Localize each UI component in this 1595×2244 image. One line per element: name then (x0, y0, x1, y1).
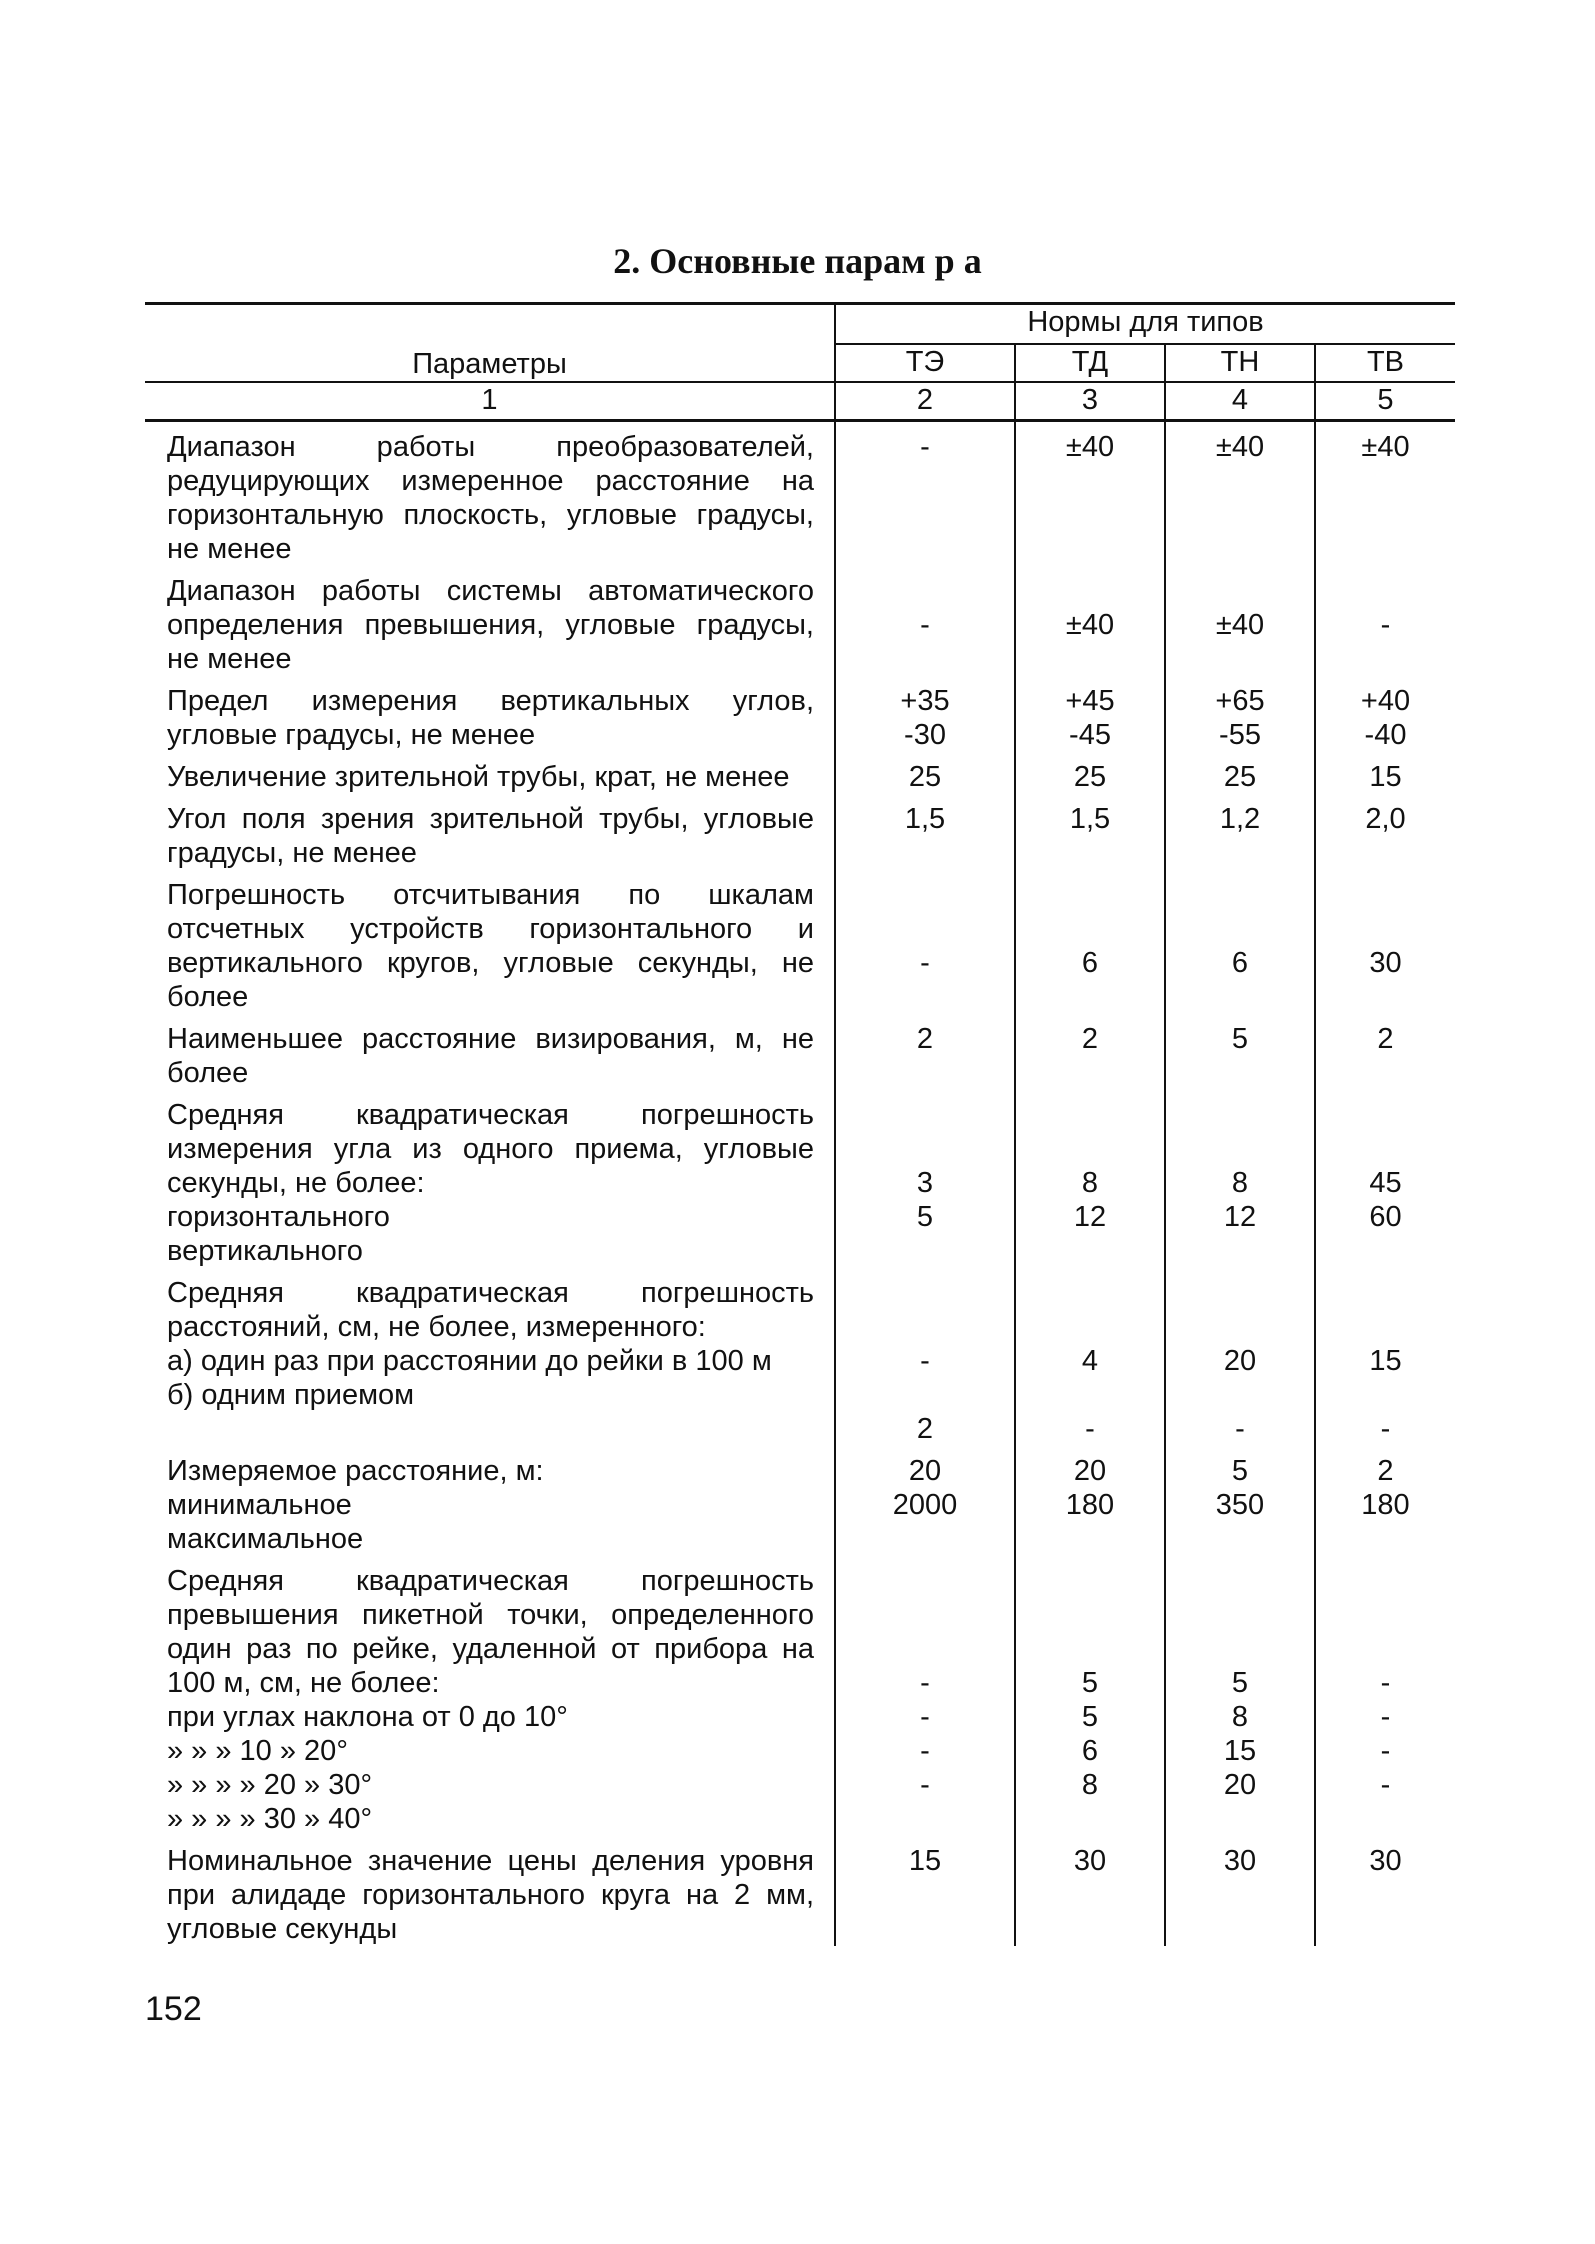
value: +40 (1360, 685, 1411, 717)
value (1172, 1598, 1308, 1632)
value-cell-te (835, 1014, 1015, 1090)
value (1322, 1632, 1449, 1666)
value: - (1380, 1413, 1391, 1445)
parameter-sub-item: горизонтального (167, 1201, 390, 1233)
value (1022, 1310, 1158, 1344)
table-row (145, 1090, 1455, 1268)
parameter-sub-item: вертикального (167, 1235, 363, 1267)
value: ±40 (1215, 431, 1265, 463)
value (1172, 1276, 1308, 1310)
type-tn-header: ТН (1165, 344, 1315, 382)
value: - (1380, 1701, 1391, 1733)
value: 5 (1231, 1455, 1249, 1487)
value (1322, 1276, 1449, 1310)
parameters-header: Параметры (412, 348, 567, 380)
value-cell-te (835, 421, 1015, 567)
col-number-5: 5 (1315, 382, 1455, 421)
value (1022, 1132, 1158, 1166)
value (842, 1098, 1008, 1132)
col-number-1: 1 (145, 382, 835, 421)
value: - (920, 1735, 930, 1767)
value: 30 (1073, 1845, 1107, 1877)
value: 6 (1081, 1735, 1099, 1767)
value: - (920, 609, 930, 641)
value: 20 (908, 1455, 942, 1487)
value (842, 1598, 1008, 1632)
value (1022, 912, 1158, 946)
col-number-3: 3 (1015, 382, 1165, 421)
value-cell-td (1015, 870, 1165, 1014)
value (1322, 1598, 1449, 1632)
value (1322, 1310, 1449, 1344)
value (1322, 878, 1449, 912)
value-cell-td (1015, 676, 1165, 752)
table-row (145, 1268, 1455, 1446)
value: 2 (916, 1023, 934, 1055)
value: 12 (1223, 1201, 1257, 1233)
value: 180 (1065, 1489, 1115, 1521)
value (842, 1310, 1008, 1344)
value: - (920, 1769, 930, 1801)
value-cell-tn (1165, 676, 1315, 752)
value-cell-tv (1315, 1446, 1455, 1556)
table-row (145, 1446, 1455, 1556)
value (1172, 1310, 1308, 1344)
parameter-sub-item: минимальное (167, 1489, 352, 1521)
value (842, 1276, 1008, 1310)
header-empty-cell (145, 304, 835, 345)
norms-header: Нормы для типов (835, 304, 1455, 345)
value (1172, 1132, 1308, 1166)
value: 20 (1073, 1455, 1107, 1487)
parameter-cell (145, 752, 835, 794)
value (842, 1632, 1008, 1666)
value-cell-td (1015, 1446, 1165, 1556)
value: - (1380, 609, 1391, 641)
value: - (1380, 1667, 1391, 1699)
value: 25 (908, 761, 942, 793)
value: +45 (1065, 685, 1115, 717)
value: 15 (1369, 761, 1402, 793)
parameters-table (145, 302, 1455, 1946)
parameter-sub-item: максимальное (167, 1523, 364, 1555)
value-cell-tv (1315, 421, 1455, 567)
value: 180 (1361, 1489, 1410, 1521)
table-title: 2. Основные парам р а (613, 241, 982, 281)
value: 3 (916, 1167, 934, 1199)
value (842, 574, 1008, 608)
value (842, 912, 1008, 946)
value: - (920, 1701, 930, 1733)
value: 5 (1231, 1667, 1249, 1699)
table-row (145, 794, 1455, 870)
value (1172, 878, 1308, 912)
value (1322, 1564, 1449, 1598)
value-cell-tv (1315, 1268, 1455, 1446)
value-cell-tn (1165, 1014, 1315, 1090)
parameter-text: Диапазон работы системы автоматического определения превышения, угловые градусы, не менее (167, 575, 814, 675)
value: 25 (1223, 761, 1257, 793)
value (1022, 1564, 1158, 1598)
value: 1,5 (904, 803, 946, 835)
value (1022, 574, 1158, 608)
value: 6 (1081, 947, 1099, 979)
parameter-sub-item: при углах наклона от 0 до 10° (167, 1701, 568, 1733)
parameter-cell (145, 1014, 835, 1090)
value: - (1085, 1413, 1095, 1445)
type-tv-header: ТВ (1315, 344, 1455, 382)
value-cell-tn (1165, 421, 1315, 567)
parameter-text: Измеряемое расстояние, м: (167, 1455, 544, 1487)
value (842, 1132, 1008, 1166)
value: - (1380, 1735, 1391, 1767)
value (1322, 1132, 1449, 1166)
value-cell-tv (1315, 1014, 1455, 1090)
value-cell-tv (1315, 794, 1455, 870)
value-cell-te (835, 752, 1015, 794)
parameter-cell (145, 1836, 835, 1946)
value: 8 (1081, 1769, 1099, 1801)
value (1322, 574, 1449, 608)
value (1022, 1098, 1158, 1132)
value: +35 (900, 685, 950, 717)
value (1322, 912, 1449, 946)
value (1022, 1598, 1158, 1632)
value: -30 (904, 719, 946, 751)
table-row (145, 752, 1455, 794)
table-row (145, 676, 1455, 752)
value: 5 (1081, 1667, 1099, 1699)
parameter-text: Погрешность отсчитывания по шкалам отсчетных устройств горизонтального и вертикального кругов, угловые секунды, не более (167, 879, 814, 1013)
table-row (145, 421, 1455, 567)
parameter-cell (145, 870, 835, 1014)
parameter-text: Предел измерения вертикальных углов, угловые градусы, не менее (167, 685, 814, 751)
page-number: 152 (145, 1990, 202, 2028)
value-cell-tn (1165, 1090, 1315, 1268)
value-cell-te (835, 870, 1015, 1014)
table-row (145, 1014, 1455, 1090)
parameter-cell (145, 566, 835, 676)
value: 2 (1377, 1023, 1394, 1055)
value: 2 (1081, 1023, 1099, 1055)
value: - (920, 431, 930, 463)
value: 2 (916, 1413, 934, 1445)
parameter-sub-item: » » » 10 » 20° (167, 1735, 348, 1767)
value: +65 (1215, 685, 1265, 717)
value-cell-tv (1315, 1556, 1455, 1836)
value-cell-tn (1165, 566, 1315, 676)
value: 15 (1369, 1345, 1402, 1377)
value-cell-td (1015, 1556, 1165, 1836)
value-cell-tn (1165, 752, 1315, 794)
value-cell-tv (1315, 752, 1455, 794)
type-te-header: ТЭ (835, 344, 1015, 382)
parameter-cell (145, 794, 835, 870)
value: 6 (1231, 947, 1249, 979)
value-cell-td (1015, 1836, 1165, 1946)
value-cell-tn (1165, 870, 1315, 1014)
parameter-cell (145, 1446, 835, 1556)
value (842, 878, 1008, 912)
value-cell-tv (1315, 1836, 1455, 1946)
value: 1,5 (1069, 803, 1111, 835)
value: 45 (1369, 1167, 1402, 1199)
parameter-cell (145, 1268, 835, 1446)
value: 15 (1223, 1735, 1257, 1767)
col-number-4: 4 (1165, 382, 1315, 421)
value-cell-td (1015, 1268, 1165, 1446)
value: 30 (1369, 1845, 1402, 1877)
value-cell-tn (1165, 794, 1315, 870)
value-cell-tv (1315, 1090, 1455, 1268)
value-cell-tn (1165, 1268, 1315, 1446)
parameter-text: Средняя квадратическая погрешность расстояний, см, не более, измеренного: (167, 1277, 814, 1343)
value-cell-tn (1165, 1446, 1315, 1556)
value: 30 (1369, 947, 1402, 979)
value-cell-tv (1315, 566, 1455, 676)
value: 2000 (892, 1489, 958, 1521)
value-cell-te (835, 1446, 1015, 1556)
value: 12 (1073, 1201, 1107, 1233)
value: 8 (1231, 1701, 1249, 1733)
parameter-cell (145, 1090, 835, 1268)
value-cell-te (835, 1556, 1015, 1836)
value-cell-td (1015, 421, 1165, 567)
value (842, 1378, 1008, 1412)
value-cell-td (1015, 1014, 1165, 1090)
value-cell-td (1015, 566, 1165, 676)
value-cell-td (1015, 1090, 1165, 1268)
value: 2 (1377, 1455, 1394, 1487)
value (1022, 1378, 1158, 1412)
parameter-text: Увеличение зрительной трубы, крат, не менее (167, 761, 790, 793)
value: 4 (1081, 1345, 1099, 1377)
value: -40 (1364, 719, 1407, 751)
value (1022, 878, 1158, 912)
value (1022, 1276, 1158, 1310)
value: 8 (1231, 1167, 1249, 1199)
parameter-text: Наименьшее расстояние визирования, м, не более (167, 1023, 814, 1089)
value: - (1380, 1769, 1391, 1801)
type-td-header: ТД (1015, 344, 1165, 382)
value-cell-td (1015, 752, 1165, 794)
value: ±40 (1361, 431, 1410, 463)
parameter-sub-item: а) один раз при расстоянии до рейки в 100 м (167, 1345, 772, 1377)
value: 5 (1081, 1701, 1099, 1733)
value: 5 (916, 1201, 934, 1233)
parameter-cell (145, 421, 835, 567)
value (1172, 1098, 1308, 1132)
value: 350 (1215, 1489, 1265, 1521)
value: 60 (1369, 1201, 1402, 1233)
value (1322, 1378, 1449, 1412)
value-cell-tn (1165, 1836, 1315, 1946)
parameter-text: Угол поля зрения зрительной трубы, угловые градусы, не менее (167, 803, 814, 869)
value: 30 (1223, 1845, 1257, 1877)
value-cell-te (835, 676, 1015, 752)
value (1322, 1098, 1449, 1132)
value: - (920, 1345, 930, 1377)
value: ±40 (1065, 609, 1115, 641)
value: - (920, 1667, 930, 1699)
parameter-text: Диапазон работы преобразователей, редуцирующих измеренное расстояние на горизонтальную плоскость, угловые градусы, не менее (167, 431, 814, 565)
value (1022, 1632, 1158, 1666)
value (1172, 1632, 1308, 1666)
value: 20 (1223, 1769, 1257, 1801)
value-cell-tv (1315, 676, 1455, 752)
parameter-text: Средняя квадратическая погрешность измерения угла из одного приема, угловые секунды, не более: (167, 1099, 814, 1199)
value-cell-te (835, 566, 1015, 676)
value-cell-te (835, 1090, 1015, 1268)
value: 1,2 (1219, 803, 1261, 835)
parameter-cell (145, 1556, 835, 1836)
value: 2,0 (1365, 803, 1406, 835)
value-cell-te (835, 794, 1015, 870)
value-cell-tv (1315, 870, 1455, 1014)
value-cell-tn (1165, 1556, 1315, 1836)
parameter-text: Номинальное значение цены деления уровня при алидаде горизонтального круга на 2 мм, угловые секунды (167, 1845, 814, 1945)
parameter-sub-item: » » » » 30 » 40° (167, 1803, 373, 1835)
value-cell-te (835, 1268, 1015, 1446)
table-row (145, 566, 1455, 676)
value: 5 (1231, 1023, 1249, 1055)
parameter-sub-item: б) одним приемом (167, 1379, 415, 1411)
table-row (145, 870, 1455, 1014)
value-cell-te (835, 1836, 1015, 1946)
parameter-cell (145, 676, 835, 752)
value: 25 (1073, 761, 1107, 793)
value: - (1235, 1413, 1245, 1445)
value: 15 (908, 1845, 942, 1877)
parameter-text: Средняя квадратическая погрешность превышения пикетной точки, определенного один раз по рейке, удаленной от прибора на 100 м, см, не более: (167, 1565, 814, 1699)
value (1172, 1378, 1308, 1412)
table-row (145, 1836, 1455, 1946)
value (1172, 574, 1308, 608)
value-cell-td (1015, 794, 1165, 870)
value: 20 (1223, 1345, 1257, 1377)
col-number-2: 2 (835, 382, 1015, 421)
value (1172, 1564, 1308, 1598)
table-row (145, 1556, 1455, 1836)
value (1172, 912, 1308, 946)
value: ±40 (1065, 431, 1115, 463)
value: ±40 (1215, 609, 1265, 641)
value: 8 (1081, 1167, 1099, 1199)
value: -55 (1219, 719, 1261, 751)
value: - (920, 947, 930, 979)
table-body (145, 421, 1455, 1947)
value (842, 1564, 1008, 1598)
value: -45 (1069, 719, 1111, 751)
parameter-sub-item: » » » » 20 » 30° (167, 1769, 373, 1801)
